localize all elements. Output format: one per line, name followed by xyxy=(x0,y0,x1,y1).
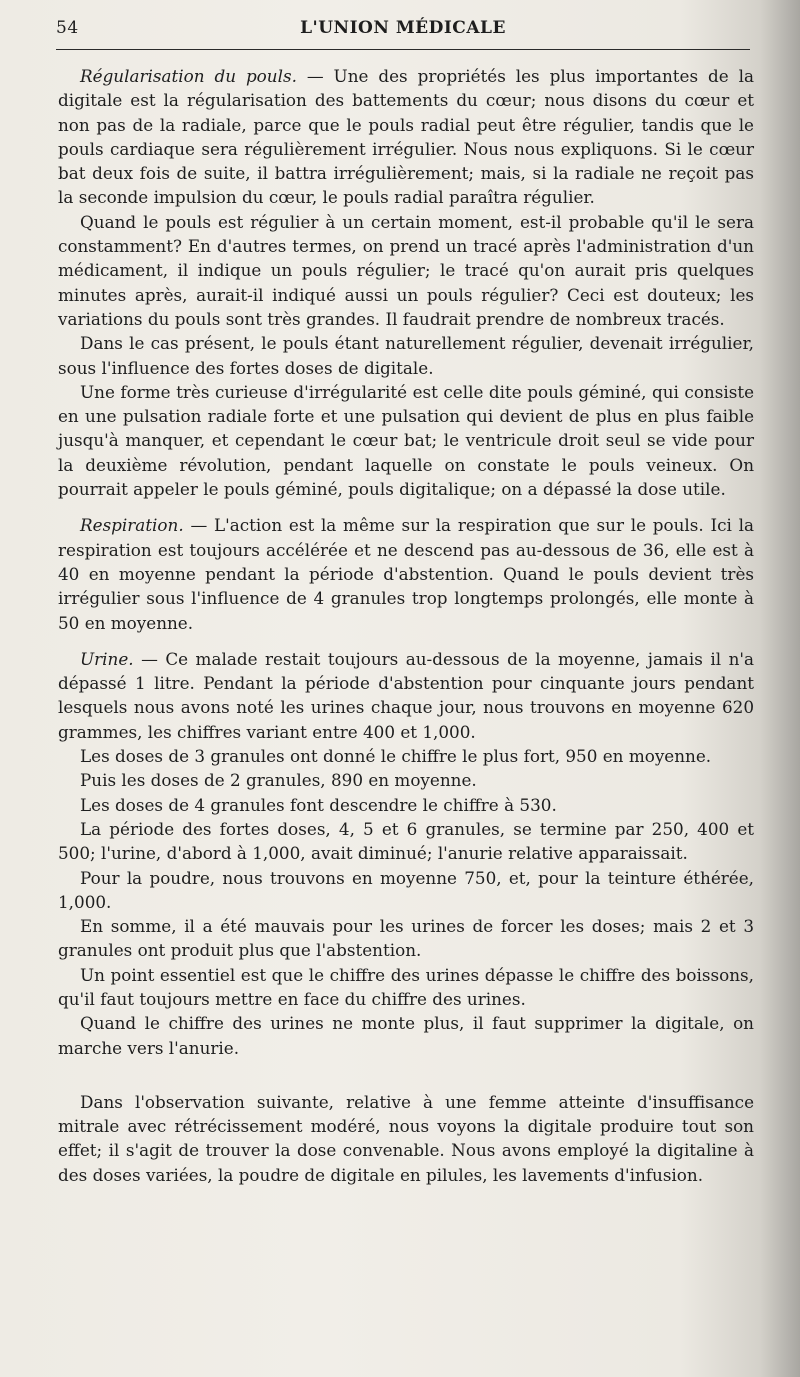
section-title-pouls: Régularisation du pouls. xyxy=(80,66,297,86)
urine-paragraph-3: Puis les doses de 2 granules, 890 en moyenne. xyxy=(80,770,477,791)
urine-paragraph-1 xyxy=(58,647,754,744)
header-rule xyxy=(56,49,750,50)
pouls-paragraph-4: Une forme très curieuse d'irrégularité est celle dite pouls géminé, qui consiste en une pulsation radiale forte et une pulsation qui devient de plus en plus faible jusqu'à manquer, et cependant le cœur bat; le ventricule droit seul se vide pour la deuxième révolution, pendant laquelle on constate le pouls veineux. On pourrait appeler le pouls géminé, pouls digitalique; on a dépassé la dose utile. xyxy=(58,381,754,500)
closing-paragraph: Dans l'observation suivante, relative à une femme atteinte d'insuffisance mitrale avec rétrécissement modéré, nous voyons la digitale produire tout son effet; il s'agit de trouver la dose convenable. Nous avons employé la digitaline à des doses variées, la poudre de digitale en pilules, les lavements d'infusion. xyxy=(58,1091,754,1185)
pouls-paragraph-2: Quand le pouls est régulier à un certain moment, est-il probable qu'il le sera constamment? En d'autres termes, on prend un tracé après l'administration d'un médicament, il indique un pouls régulier; le tracé qu'on aurait pris quelques minutes après, aurait-il indiqué aussi un pouls régulier? Ceci est douteux; les variations du pouls sont très grandes. Il faudrait prendre de nombreux tracés. xyxy=(58,211,754,329)
respiration-paragraph xyxy=(58,513,754,634)
section-title-urine: Urine. xyxy=(80,648,134,669)
section-title-respiration: Respiration. xyxy=(80,515,184,536)
urine-paragraph-7: En somme, il a été mauvais pour les urines de forcer les doses; mais 2 et 3 granules ont produit plus que l'abstention. xyxy=(58,916,754,961)
urine-paragraph-6: Pour la poudre, nous trouvons en moyenne 750, et, pour la teinture éthérée, 1,000. xyxy=(58,867,754,912)
pouls-text-1: — Une des propriétés les plus importantes de la digitale est la régularisation des battements du cœur; nous disons du cœur et non pas de la radiale, parce que le pouls radial peut être régulier, tandis que le pouls cardiaque sera régulièrement irrégulier. Nous nous expliquons. Si le cœur bat deux fois de suite, il battra irrégulièrement; mais, si la radiale ne reçoit pas la seconde impulsion du cœur, le pouls radial paraîtra régulier. xyxy=(58,66,754,208)
urine-paragraph-5: La période des fortes doses, 4, 5 et 6 granules, se termine par 250, 400 et 500; l'urine, d'abord à 1,000, avait diminué; l'anurie relative apparaissait. xyxy=(58,818,754,864)
respiration-text: — L'action est la même sur la respiration que sur le pouls. Ici la respiration est toujours accélérée et ne descend pas au-dessous de 36, elle est à 40 en moyenne pendant la période d'abstention. Quand le pouls devient très irrégulier sous l'influence de 4 granules trop longtemps prolongés, elle monte à 50 en moyenne. xyxy=(58,515,754,633)
urine-paragraph-2: Les doses de 3 granules ont donné le chiffre le plus fort, 950 en moyenne. xyxy=(80,746,712,767)
urine-text-1: — Ce malade restait toujours au-dessous de la moyenne, jamais il n'a dépassé 1 litre. Pendant la période d'abstention pour cinquante jours pendant lesquels nous avons noté les urines chaque jour, nous trouvons en moyenne 620 grammes, les chiffres variant entre 400 et 1,000. xyxy=(58,648,754,742)
urine-paragraph-9: Quand le chiffre des urines ne monte plus, il faut supprimer la digitale, on marche vers l'anurie. xyxy=(58,1013,754,1058)
pouls-paragraph-3: Dans le cas présent, le pouls étant naturellement régulier, devenait irrégulier, sous l'influence des fortes doses de digitale. xyxy=(58,333,754,378)
page-number: 54 xyxy=(56,18,79,38)
running-title: L'UNION MÉDICALE xyxy=(300,18,506,38)
pouls-paragraph-1 xyxy=(58,64,754,210)
body-text xyxy=(58,64,754,1187)
urine-paragraph-8: Un point essentiel est que le chiffre des urines dépasse le chiffre des boissons, qu'il faut toujours mettre en face du chiffre des urines. xyxy=(58,964,754,1009)
page-header xyxy=(56,16,750,46)
urine-paragraph-4: Les doses de 4 granules font descendre le chiffre à 530. xyxy=(80,794,557,815)
